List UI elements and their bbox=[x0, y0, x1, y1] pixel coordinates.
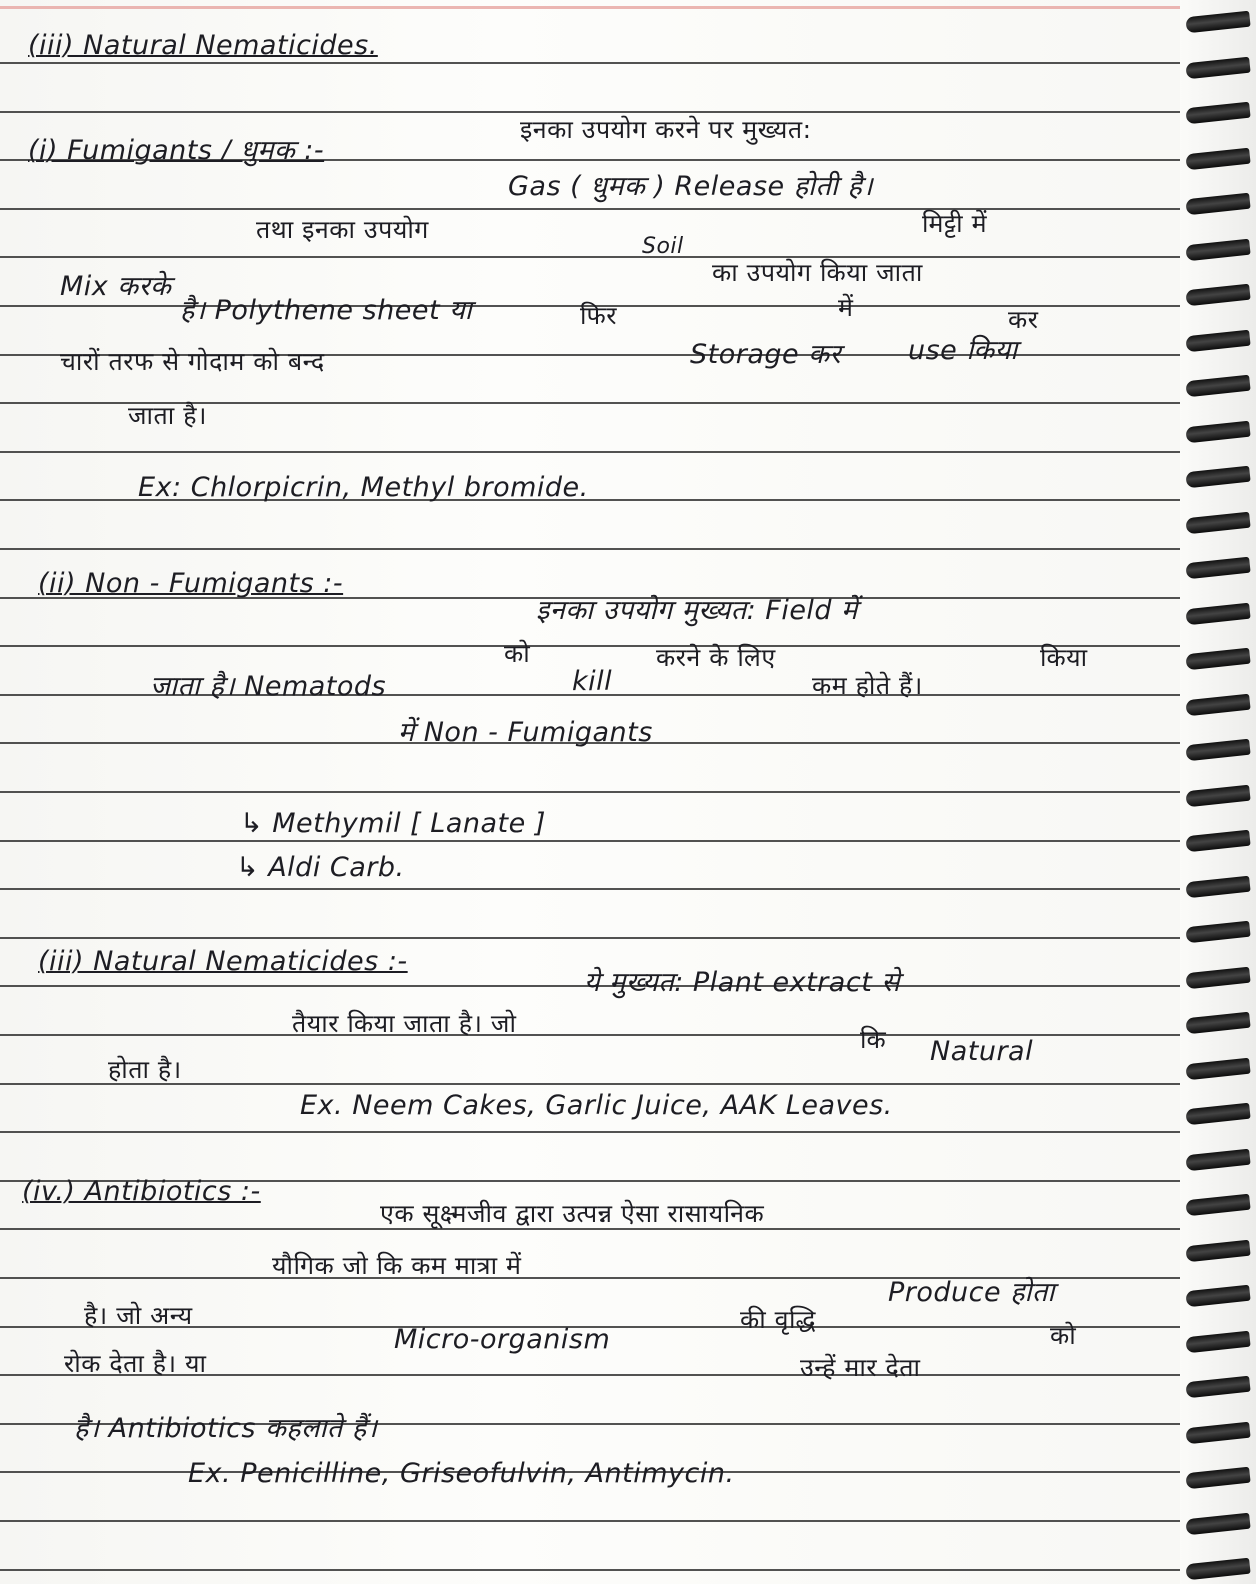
spiral-ring bbox=[1185, 11, 1250, 34]
spiral-ring bbox=[1185, 1331, 1250, 1354]
non-fumigants-text-3c: कम होते हैं। bbox=[812, 671, 923, 700]
spiral-ring bbox=[1185, 785, 1250, 808]
non-fumigants-item-1: ↳ Methymil [ Lanate ] bbox=[240, 808, 546, 839]
fumigants-text-5b: फिर bbox=[580, 301, 617, 330]
antibiotics-text-2b: Produce होता bbox=[888, 1277, 1055, 1308]
spiral-ring bbox=[1185, 102, 1250, 125]
fumigants-text-5d: कर bbox=[1008, 305, 1039, 334]
spiral-ring bbox=[1185, 1285, 1250, 1308]
fumigants-soil: Soil bbox=[642, 234, 684, 259]
non-fumigants-text-4: में Non - Fumigants bbox=[398, 717, 653, 748]
ruled-line bbox=[0, 1569, 1195, 1571]
ruled-line bbox=[0, 937, 1195, 939]
spiral-ring bbox=[1185, 739, 1250, 762]
spiral-ring bbox=[1185, 1422, 1250, 1445]
ruled-line bbox=[0, 1520, 1195, 1522]
ruled-line bbox=[0, 256, 1195, 258]
antibiotics-example: Ex. Penicilline, Griseofulvin, Antimycin. bbox=[188, 1458, 735, 1489]
spiral-ring bbox=[1185, 466, 1250, 489]
natural-text-2c: Natural bbox=[930, 1036, 1034, 1067]
ruled-line bbox=[0, 451, 1195, 453]
spiral-ring bbox=[1185, 830, 1250, 853]
fumigants-text-3b: मिट्टी में bbox=[922, 209, 988, 238]
ruled-line bbox=[0, 645, 1195, 647]
fumigants-text-3: तथा इनका उपयोग bbox=[256, 215, 429, 244]
spiral-ring bbox=[1185, 967, 1250, 990]
spiral-ring bbox=[1185, 1058, 1250, 1081]
spiral-ring bbox=[1185, 648, 1250, 671]
spiral-ring bbox=[1185, 193, 1250, 216]
natural-text-2b: कि bbox=[860, 1025, 887, 1054]
spiral-ring bbox=[1185, 57, 1250, 80]
natural-example: Ex. Neem Cakes, Garlic Juice, AAK Leaves. bbox=[300, 1090, 893, 1121]
spiral-ring bbox=[1185, 1149, 1250, 1172]
non-fumigants-text-2b: करने के लिए bbox=[656, 643, 776, 672]
antibiotics-text-3c: को bbox=[1050, 1321, 1077, 1350]
spiral-ring bbox=[1185, 1513, 1250, 1536]
ruled-line bbox=[0, 791, 1195, 793]
spiral-ring bbox=[1185, 1467, 1250, 1490]
spiral-ring bbox=[1185, 239, 1250, 262]
spiral-ring bbox=[1185, 1194, 1250, 1217]
antibiotics-text-3b: की वृद्धि bbox=[740, 1305, 816, 1334]
spiral-ring bbox=[1185, 1558, 1250, 1581]
spiral-ring bbox=[1185, 1240, 1250, 1263]
ruled-line bbox=[0, 208, 1195, 210]
antibiotics-text-4c: उन्हें मार देता bbox=[800, 1353, 921, 1382]
page-top-margin-line bbox=[0, 6, 1256, 9]
natural-text-2: तैयार किया जाता है। जो bbox=[292, 1009, 517, 1038]
spiral-ring bbox=[1185, 1376, 1250, 1399]
natural-text-1: ये मुख्यत: Plant extract से bbox=[584, 967, 901, 998]
ruled-line bbox=[0, 548, 1195, 550]
antibiotics-text-1: एक सूक्ष्मजीव द्वारा उत्पन्न ऐसा रासायनिक bbox=[380, 1199, 765, 1228]
non-fumigants-item-2: ↳ Aldi Carb. bbox=[236, 852, 405, 883]
ruled-line bbox=[0, 1131, 1195, 1133]
ruled-line bbox=[0, 62, 1195, 64]
spiral-ring bbox=[1185, 694, 1250, 717]
fumigants-text-1: इनका उपयोग करने पर मुख्यत: bbox=[520, 115, 812, 144]
spiral-ring bbox=[1185, 148, 1250, 171]
spiral-binding bbox=[1180, 0, 1256, 1584]
spiral-ring bbox=[1185, 330, 1250, 353]
antibiotics-heading: (iv.) Antibiotics :- bbox=[22, 1176, 261, 1207]
fumigants-text-2: Gas ( धुमक ) Release होती है। bbox=[508, 171, 874, 202]
antibiotics-text-5: है। Antibiotics कहलाते हैं। bbox=[74, 1413, 378, 1444]
non-fumigants-text-2c: किया bbox=[1040, 643, 1088, 672]
page-heading: (iii) Natural Nematicides. bbox=[28, 30, 378, 61]
antibiotics-text-4b: Micro-organism bbox=[394, 1324, 611, 1355]
spiral-ring bbox=[1185, 375, 1250, 398]
ruled-line bbox=[0, 888, 1195, 890]
spiral-ring bbox=[1185, 284, 1250, 307]
natural-nematicides-heading: (iii) Natural Nematicides :- bbox=[38, 946, 408, 977]
spiral-ring bbox=[1185, 1012, 1250, 1035]
spiral-ring bbox=[1185, 876, 1250, 899]
non-fumigants-text-3: जाता है। Nematods bbox=[150, 671, 387, 702]
non-fumigants-text-2: को bbox=[504, 639, 531, 668]
non-fumigants-text-1: इनका उपयोग मुख्यत: Field में bbox=[536, 595, 858, 626]
spiral-ring bbox=[1185, 512, 1250, 535]
non-fumigants-text-3b: kill bbox=[572, 666, 613, 697]
spiral-ring bbox=[1185, 921, 1250, 944]
antibiotics-text-4: रोक देता है। या bbox=[64, 1349, 207, 1378]
fumigants-text-6b: Storage कर bbox=[690, 339, 842, 370]
spiral-ring bbox=[1185, 421, 1250, 444]
non-fumigants-heading: (ii) Non - Fumigants :- bbox=[38, 568, 344, 599]
antibiotics-text-3: है। जो अन्य bbox=[84, 1301, 193, 1330]
fumigants-text-6: चारों तरफ से गोदाम को बन्द bbox=[60, 347, 325, 376]
fumigants-text-7: जाता है। bbox=[128, 401, 207, 430]
fumigants-text-5c: में bbox=[838, 293, 854, 322]
fumigants-text-6c: use किया bbox=[908, 335, 1018, 366]
natural-text-3: होता है। bbox=[108, 1055, 182, 1084]
fumigants-text-4b: का उपयोग किया जाता bbox=[712, 258, 923, 287]
fumigants-heading: (i) Fumigants / धुमक :- bbox=[28, 135, 325, 166]
ruled-line bbox=[0, 840, 1195, 842]
spiral-ring bbox=[1185, 557, 1250, 580]
spiral-ring bbox=[1185, 603, 1250, 626]
spiral-ring bbox=[1185, 1103, 1250, 1126]
antibiotics-text-2: यौगिक जो कि कम मात्रा में bbox=[272, 1251, 522, 1280]
fumigants-text-4: Mix करके bbox=[60, 271, 172, 302]
fumigants-text-5: है। Polythene sheet या bbox=[180, 295, 473, 326]
fumigants-example: Ex: Chlorpicrin, Methyl bromide. bbox=[138, 472, 589, 503]
